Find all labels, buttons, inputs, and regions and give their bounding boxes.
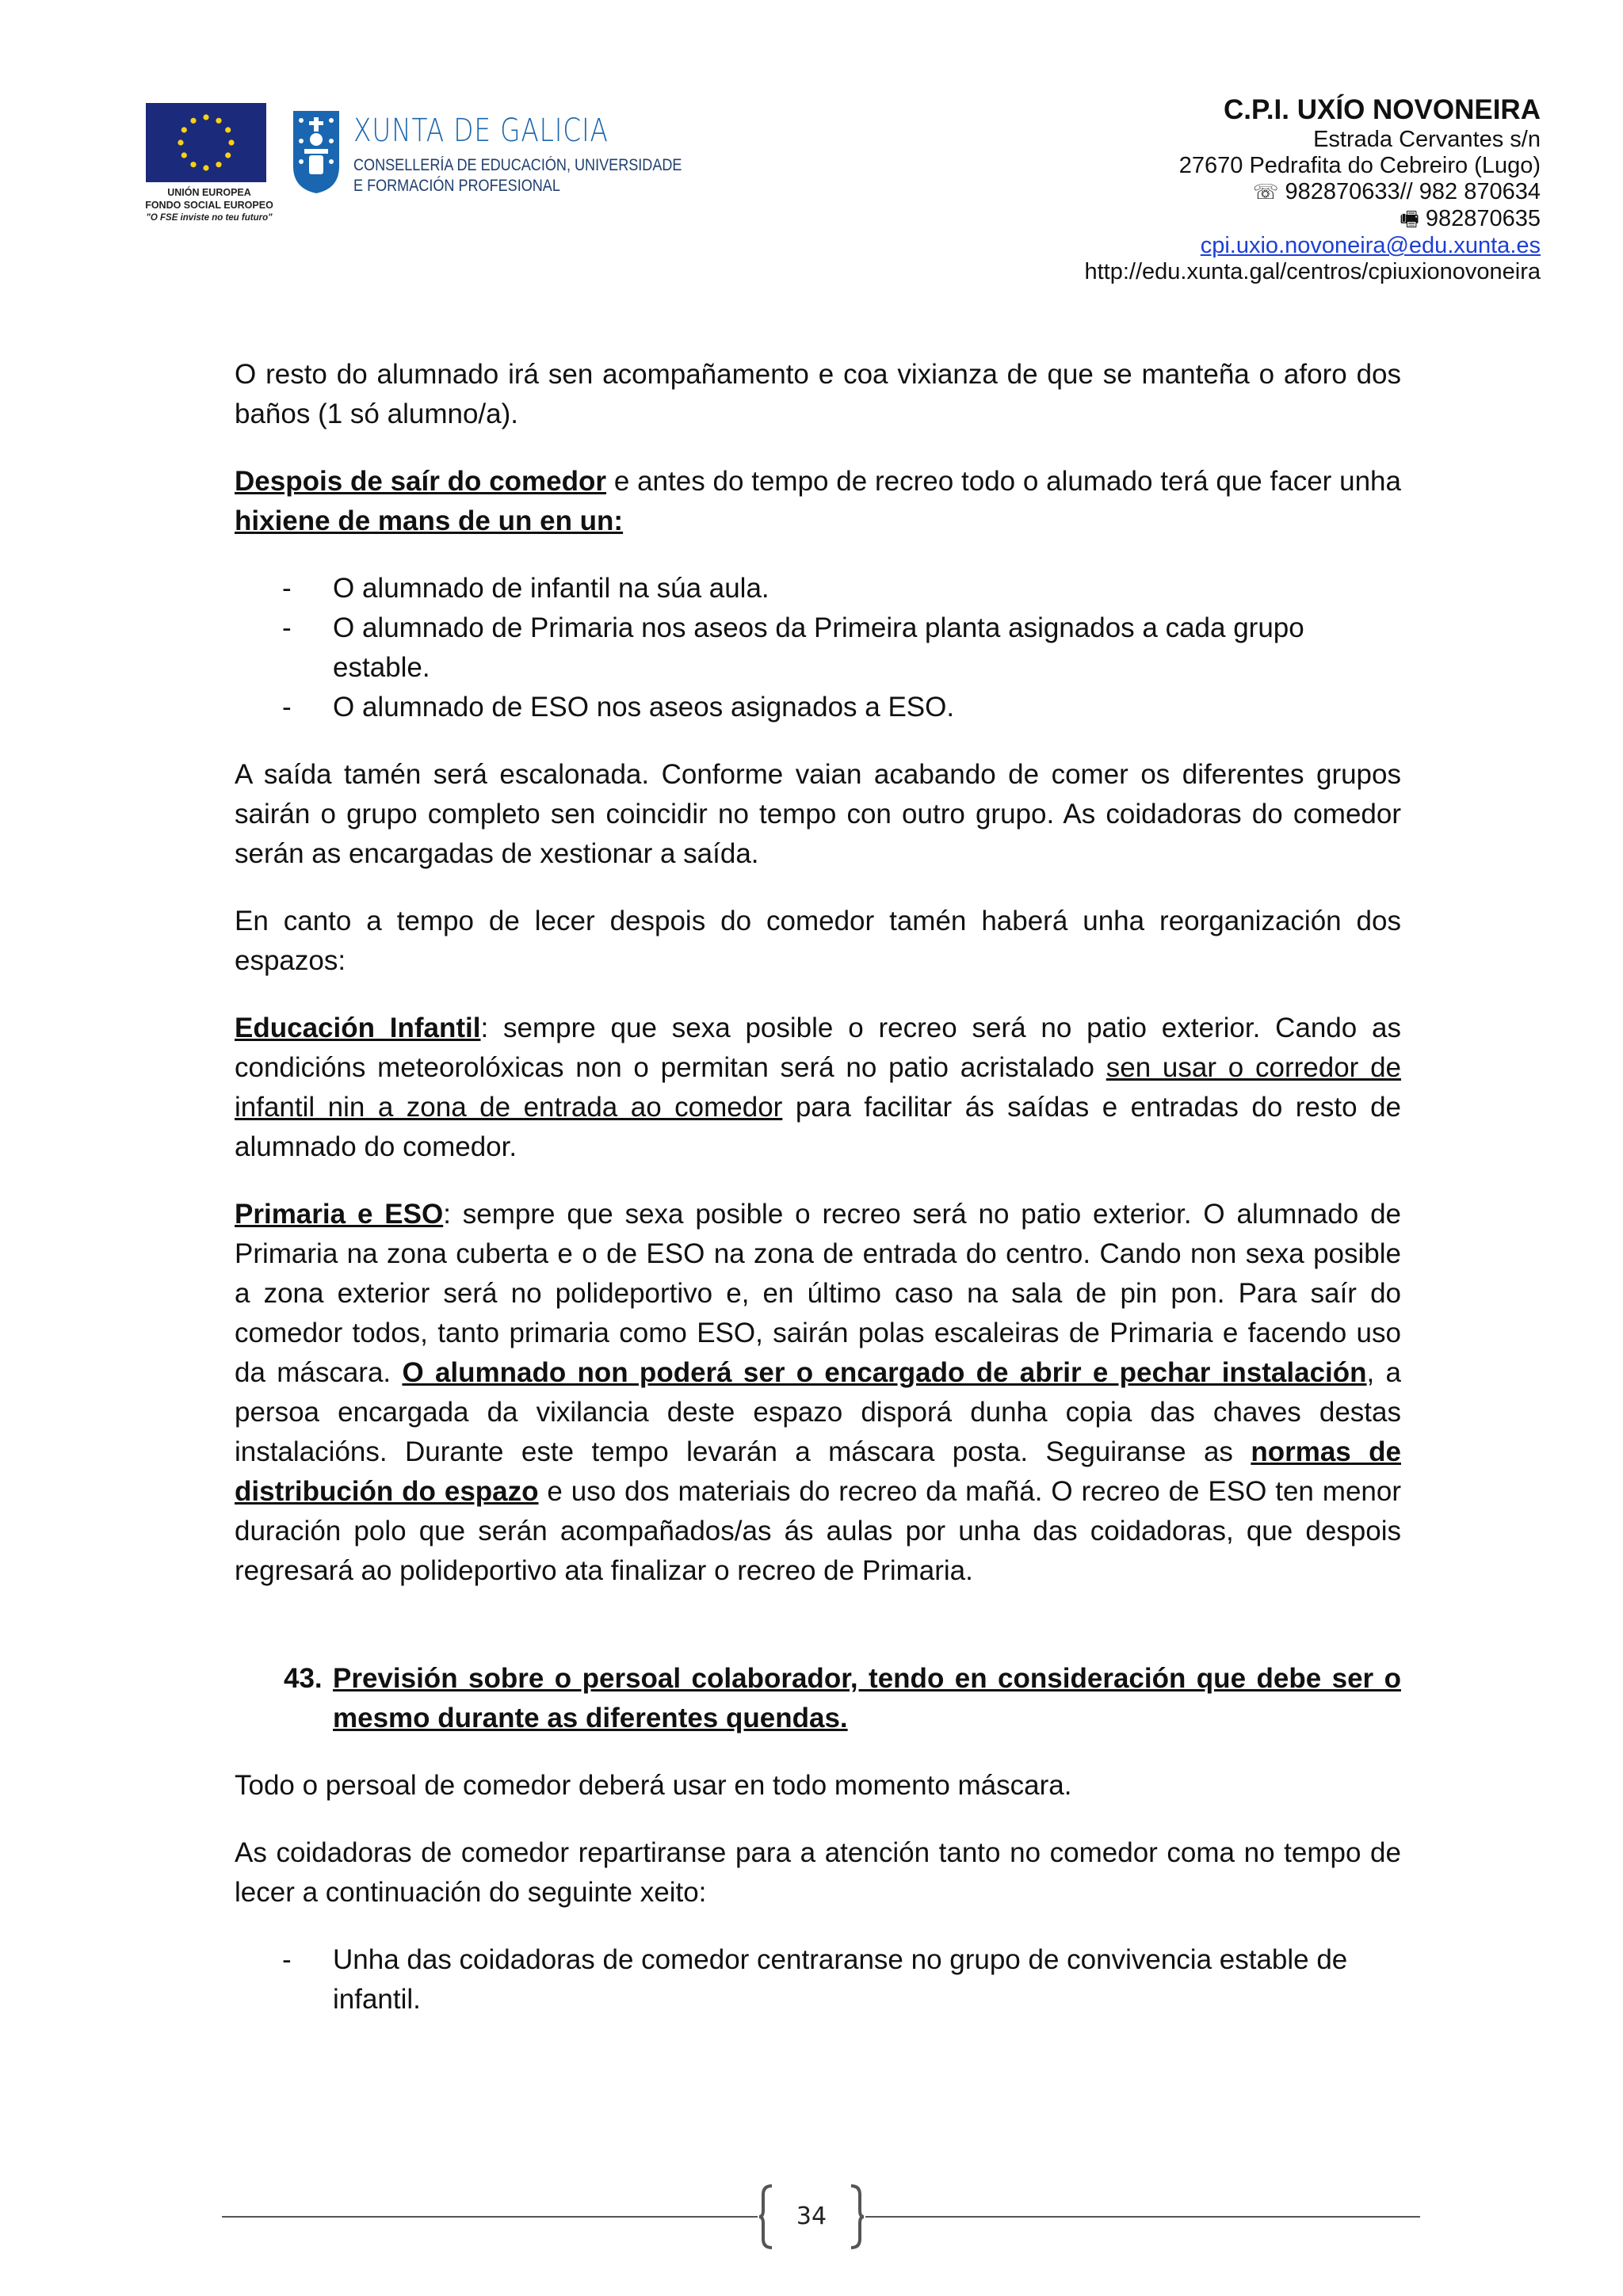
school-fax — [1084, 206, 1541, 233]
school-street: Estrada Cervantes s/n — [1313, 127, 1541, 152]
school-info — [1084, 93, 1541, 285]
xunta-name: XUNTA DE GALICIA — [353, 113, 609, 149]
paragraph-infant-education: Educación Infantil: sempre que sexa posible o recreo será no patio exterior. Cando as condicións meteorolóxicas non o permitan será no patio acristalado sen usar o corredor de infantil nin a zona de entrada ao comedor para facilitar ás saídas e entradas do resto de alumnado do comedor. — [235, 1013, 1402, 1162]
eu-motto: "O FSE inviste no teu futuro" — [146, 213, 273, 223]
paragraph-staggered-exit: A saída tamén será escalonada. Conforme vaian acabando de comer os diferentes grupos sairán o grupo completo sen coincidir no tempo con outro grupo. As coidadoras do comedor serán as encargadas de xestionar a saída. — [235, 759, 1401, 869]
phone-icon: ☏ — [1252, 181, 1279, 204]
paragraph-staff-masks: Todo o persoal de comedor deberá usar en todo momento máscara. — [235, 1770, 1072, 1801]
xunta-emblem-icon — [292, 109, 341, 195]
eu-flag-icon — [146, 103, 266, 182]
school-fax-number: 982870635 — [1425, 206, 1541, 231]
fax-icon: 🖷 — [1400, 208, 1419, 231]
document-body — [235, 355, 1401, 2047]
eu-fse-logo — [128, 103, 290, 224]
hygiene-list — [235, 569, 1401, 727]
paragraph-leisure-spaces: En canto a tempo de lecer despois do comedor tamén haberá unha reorganización dos espazos: — [235, 906, 1401, 976]
xunta-logo — [292, 109, 720, 204]
paragraph-hand-hygiene: Despois de saír do comedor e antes do tempo de recreo todo o alumado terá que facer unha hixiene de mans de un en un: — [235, 466, 1401, 536]
school-website[interactable]: http://edu.xunta.gal/centros/cpiuxionovoneira — [1084, 259, 1541, 284]
section-number: 43. — [284, 1663, 323, 1694]
facility-rule-emphasis: O alumnado non poderá ser o encargado de abrir e pechar instalación — [402, 1357, 1367, 1388]
paragraph-primary-eso: Primaria e ESO: sempre que sexa posible o recreo será no patio exterior. O alumnado de Primaria na zona cuberta e o de ESO na zona de entrada do centro. Cando non sexa posible a zona exterior será no polideportivo e, en último caso na sala de pin pon. Para saír do comedor todos, tanto primaria como ESO, sairán polas escaleiras de Primaria e facendo uso da máscara. O alumnado non poderá ser o encargado de abrir e pechar instalación, a persoa encargada da vixilancia deste espazo disporá dunha copia das chaves destas instalacións. Durante este tempo levarán a máscara posta. Seguiranse as normas de distribución do espazo e uso dos materiais do recreo da mañá. O recreo de ESO ten menor duración polo que serán acompañados/as ás aulas por unha das coidadoras, que despois regresará ao polideportivo ata finalizar o recreo de Primaria. — [235, 1199, 1402, 1586]
paragraph-caretakers: As coidadoras de comedor repartiranse para a atención tanto no comedor coma no tempo de lecer a continuación do seguinte xeito: — [235, 1837, 1401, 1908]
heading-after-dining: Despois de saír do comedor — [235, 466, 607, 497]
eu-line1: UNIÓN EUROPEA — [167, 187, 251, 198]
section-43-heading — [284, 1659, 1401, 1738]
school-email-link[interactable]: cpi.uxio.novoneira@edu.xunta.es — [1200, 233, 1541, 258]
xunta-dept-line1: CONSELLERÍA DE EDUCACIÓN, UNIVERSIDADE — [353, 156, 682, 174]
list-item: - O alumnado de infantil na súa aula. — [333, 569, 1401, 608]
section-title: Previsión sobre o persoal colaborador, tendo en consideración que debe ser o mesmo durante as diferentes quendas. — [333, 1663, 1401, 1733]
footer-line-left — [222, 2216, 758, 2218]
infant-underlined-text: sen usar o corredor de infantil nin a zona de entrada ao comedor — [235, 1052, 1402, 1123]
page-number: 34 — [796, 2203, 827, 2230]
xunta-dept-line2: E FORMACIÓN PROFESIONAL — [353, 177, 560, 195]
school-city: 27670 Pedrafita do Cebreiro (Lugo) — [1178, 153, 1541, 178]
caretakers-list — [235, 1940, 1401, 2019]
eu-line2: FONDO SOCIAL EUROPEO — [145, 200, 273, 211]
eu-caption — [128, 186, 290, 224]
list-item: - Unha das coidadoras de comedor centraranse no grupo de convivencia estable de infantil. — [333, 1940, 1401, 2019]
right-brace-icon — [848, 2183, 865, 2250]
footer-line-right — [865, 2216, 1420, 2218]
list-item: - O alumnado de Primaria nos aseos da Primeira planta asignados a cada grupo estable. — [333, 608, 1401, 688]
school-phone — [1084, 179, 1541, 206]
heading-primary-eso: Primaria e ESO — [235, 1199, 444, 1230]
school-phone-numbers: 982870633// 982 870634 — [1285, 179, 1541, 204]
hand-hygiene-emphasis: hixiene de mans de un en un: — [235, 505, 624, 536]
xunta-department — [353, 155, 682, 196]
paragraph-bathrooms: O resto do alumnado irá sen acompañamento e coa vixianza de que se manteña o aforo dos baños (1 só alumno/a). — [235, 359, 1401, 429]
heading-infant-education: Educación Infantil — [235, 1013, 481, 1043]
school-name: C.P.I. UXÍO NOVONEIRA — [1224, 94, 1541, 125]
distribution-rules-emphasis: normas de distribución do espazo — [235, 1436, 1401, 1507]
list-item: - O alumnado de ESO nos aseos asignados a ESO. — [333, 688, 1401, 727]
